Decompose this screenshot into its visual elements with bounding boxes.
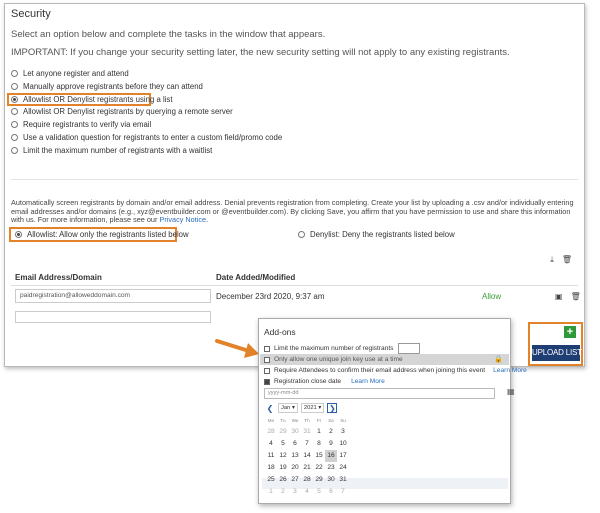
calendar-day[interactable]: 14	[303, 452, 311, 459]
calendar-day[interactable]: 30	[327, 476, 335, 483]
calendar-day[interactable]: 11	[267, 452, 275, 459]
calendar-day[interactable]: 13	[291, 452, 299, 459]
save-icon[interactable]: ▣	[555, 292, 563, 301]
calendar-day[interactable]: 22	[315, 464, 323, 471]
calendar-grid	[265, 416, 349, 498]
calendar-day[interactable]: 28	[303, 476, 311, 483]
calendar-day[interactable]: 17	[339, 452, 347, 459]
calendar-week	[265, 486, 349, 498]
calendar-day[interactable]: 8	[317, 440, 321, 447]
calendar-day[interactable]: 29	[315, 476, 323, 483]
privacy-notice-link[interactable]: Privacy Notice	[159, 215, 207, 225]
status-badge: Allow	[482, 292, 502, 301]
table-header	[11, 271, 578, 286]
weekday-header: Mo Tu We Th Fr Sa Su	[267, 418, 346, 423]
calendar-day[interactable]: 7	[341, 488, 345, 495]
calendar-day[interactable]: 2	[281, 488, 285, 495]
calendar-day-today[interactable]: 16	[325, 450, 337, 462]
option-validation-question[interactable]: Use a validation question for registrants to enter a custom field/promo code	[9, 131, 282, 144]
calendar-day[interactable]: 4	[305, 488, 309, 495]
calendar-week	[265, 438, 349, 450]
col-date-header: Date Added/Modified	[216, 273, 296, 282]
calendar-day[interactable]: 12	[279, 452, 287, 459]
download-icon[interactable]: ⤓	[550, 255, 554, 264]
radio-icon[interactable]	[11, 83, 18, 90]
calendar-day[interactable]: 7	[305, 440, 309, 447]
calendar-day[interactable]: 3	[293, 488, 297, 495]
calendar-day[interactable]: 31	[339, 476, 347, 483]
divider	[11, 179, 578, 180]
calendar-day[interactable]: 2	[329, 428, 333, 435]
security-panel	[4, 3, 585, 367]
radio-icon[interactable]	[11, 70, 18, 77]
calendar-day[interactable]: 5	[281, 440, 285, 447]
section-description: Select an option below and complete the tasks in the window that appears.	[11, 29, 326, 40]
addons-title: Add-ons	[264, 327, 296, 337]
close-date-input[interactable]: yyyy-mm-dd	[264, 388, 495, 399]
calendar-week	[265, 474, 349, 486]
confirm-email-row: Require Attendees to confirm their email address when joining this event Learn More	[264, 367, 527, 374]
row-actions	[555, 292, 581, 301]
add-button[interactable]: +	[564, 326, 576, 338]
lock-icon: 🔒	[494, 356, 503, 363]
date-cell: December 23rd 2020, 9:37 am	[216, 292, 325, 301]
calendar-day[interactable]: 1	[317, 428, 321, 435]
calendar-day[interactable]: 23	[327, 464, 335, 471]
calendar-icon[interactable]: ▦	[507, 387, 515, 396]
month-select[interactable]: Jan ▾	[278, 403, 298, 413]
denylist-option[interactable]: Denylist: Deny the registrants listed below	[298, 230, 455, 239]
radio-icon[interactable]	[11, 147, 18, 154]
addons-popup	[258, 318, 527, 504]
upload-panel	[528, 322, 583, 366]
col-email-header: Email Address/Domain	[15, 273, 102, 282]
important-note: IMPORTANT: If you change your security setting later, the new security setting will not apply to any existing registrants.	[11, 47, 510, 58]
calendar-day[interactable]: 31	[303, 428, 311, 435]
calendar-day[interactable]: 15	[315, 452, 323, 459]
calendar-day[interactable]: 10	[339, 440, 347, 447]
learn-more-link[interactable]: Learn More	[351, 378, 385, 385]
trash-icon[interactable]: 🗑	[561, 255, 572, 264]
chevron-right-icon[interactable]: ❯	[328, 403, 336, 413]
calendar-day[interactable]: 6	[329, 488, 333, 495]
radio-icon[interactable]	[11, 121, 18, 128]
chevron-left-icon[interactable]: ❮	[266, 403, 274, 413]
checkbox-icon[interactable]	[264, 346, 270, 352]
calendar-day[interactable]: 9	[329, 440, 333, 447]
new-email-field[interactable]	[15, 311, 211, 323]
calendar-day[interactable]: 4	[269, 440, 273, 447]
unique-key-row[interactable]: Only allow one unique join key use at a time 🔒	[260, 354, 509, 365]
calendar-day[interactable]: 26	[279, 476, 287, 483]
calendar-day[interactable]: 24	[339, 464, 347, 471]
radio-icon[interactable]	[11, 108, 18, 115]
arrow-icon	[215, 335, 261, 361]
learn-more-link[interactable]: Learn More	[493, 367, 527, 374]
checkbox-checked-icon[interactable]	[264, 379, 270, 385]
limit-registrants-row: Limit the maximum number of registrants	[264, 343, 420, 354]
email-field[interactable]: paidregistration@alloweddomain.com	[15, 289, 211, 303]
checkbox-icon[interactable]	[264, 357, 270, 363]
calendar-day[interactable]: 25	[267, 476, 275, 483]
calendar-day[interactable]: 3	[341, 428, 345, 435]
option-verify-email[interactable]: Require registrants to verify via email	[9, 118, 282, 131]
option-allowlist-list[interactable]: Allowlist OR Denylist registrants using a list	[7, 93, 151, 106]
calendar-day[interactable]: 18	[267, 464, 275, 471]
radio-selected-icon[interactable]	[11, 96, 18, 103]
calendar-day[interactable]: 19	[279, 464, 287, 471]
calendar-day[interactable]: 29	[279, 428, 287, 435]
option-remote-server[interactable]: Allowlist OR Denylist registrants by querying a remote server	[9, 106, 282, 119]
calendar-week	[265, 462, 349, 474]
allowlist-option[interactable]: Allowlist: Allow only the registrants listed below	[9, 227, 177, 242]
checkbox-icon[interactable]	[264, 368, 270, 374]
option-waitlist[interactable]: Limit the maximum number of registrants with a waitlist	[9, 144, 282, 157]
calendar-day[interactable]: 6	[293, 440, 297, 447]
close-date-row: Registration close date Learn More	[264, 378, 385, 385]
calendar-week	[265, 426, 349, 438]
trash-icon[interactable]: 🗑	[570, 292, 581, 301]
max-registrants-input[interactable]	[398, 343, 420, 354]
calendar-day[interactable]: 5	[317, 488, 321, 495]
option-anyone[interactable]: Let anyone register and attend	[9, 67, 282, 80]
option-manual-approve[interactable]: Manually approve registrants before they can attend	[9, 80, 282, 93]
upload-list-button[interactable]: UPLOAD LIST	[532, 345, 580, 361]
datepicker-nav	[265, 403, 337, 413]
section-heading: Security	[11, 8, 51, 20]
table-row	[11, 287, 581, 307]
radio-icon[interactable]	[298, 231, 305, 238]
calendar-day[interactable]: 27	[291, 476, 299, 483]
year-select[interactable]: 2021 ▾	[301, 403, 324, 413]
calendar-week	[265, 450, 349, 462]
calendar-day[interactable]: 20	[291, 464, 299, 471]
calendar-day[interactable]: 30	[291, 428, 299, 435]
screening-description: Automatically screen registrants by domain and/or email address. Denial prevents registration from completing. Create your list by uploading a .csv and/or individually entering email addresses and/or domains (e.g., xyz@eventbuilder.com or @eventbuilder.com). By clicking Save, you affirm that you have permission to use and share this information with us. For more information, please see our Privacy Notice.	[11, 198, 574, 225]
radio-selected-icon[interactable]	[15, 231, 22, 238]
datepicker	[260, 401, 510, 501]
calendar-day[interactable]: 21	[303, 464, 311, 471]
security-options	[9, 67, 282, 157]
calendar-day[interactable]: 1	[269, 488, 273, 495]
radio-icon[interactable]	[11, 134, 18, 141]
table-tools	[550, 255, 572, 265]
calendar-day[interactable]: 28	[267, 428, 275, 435]
